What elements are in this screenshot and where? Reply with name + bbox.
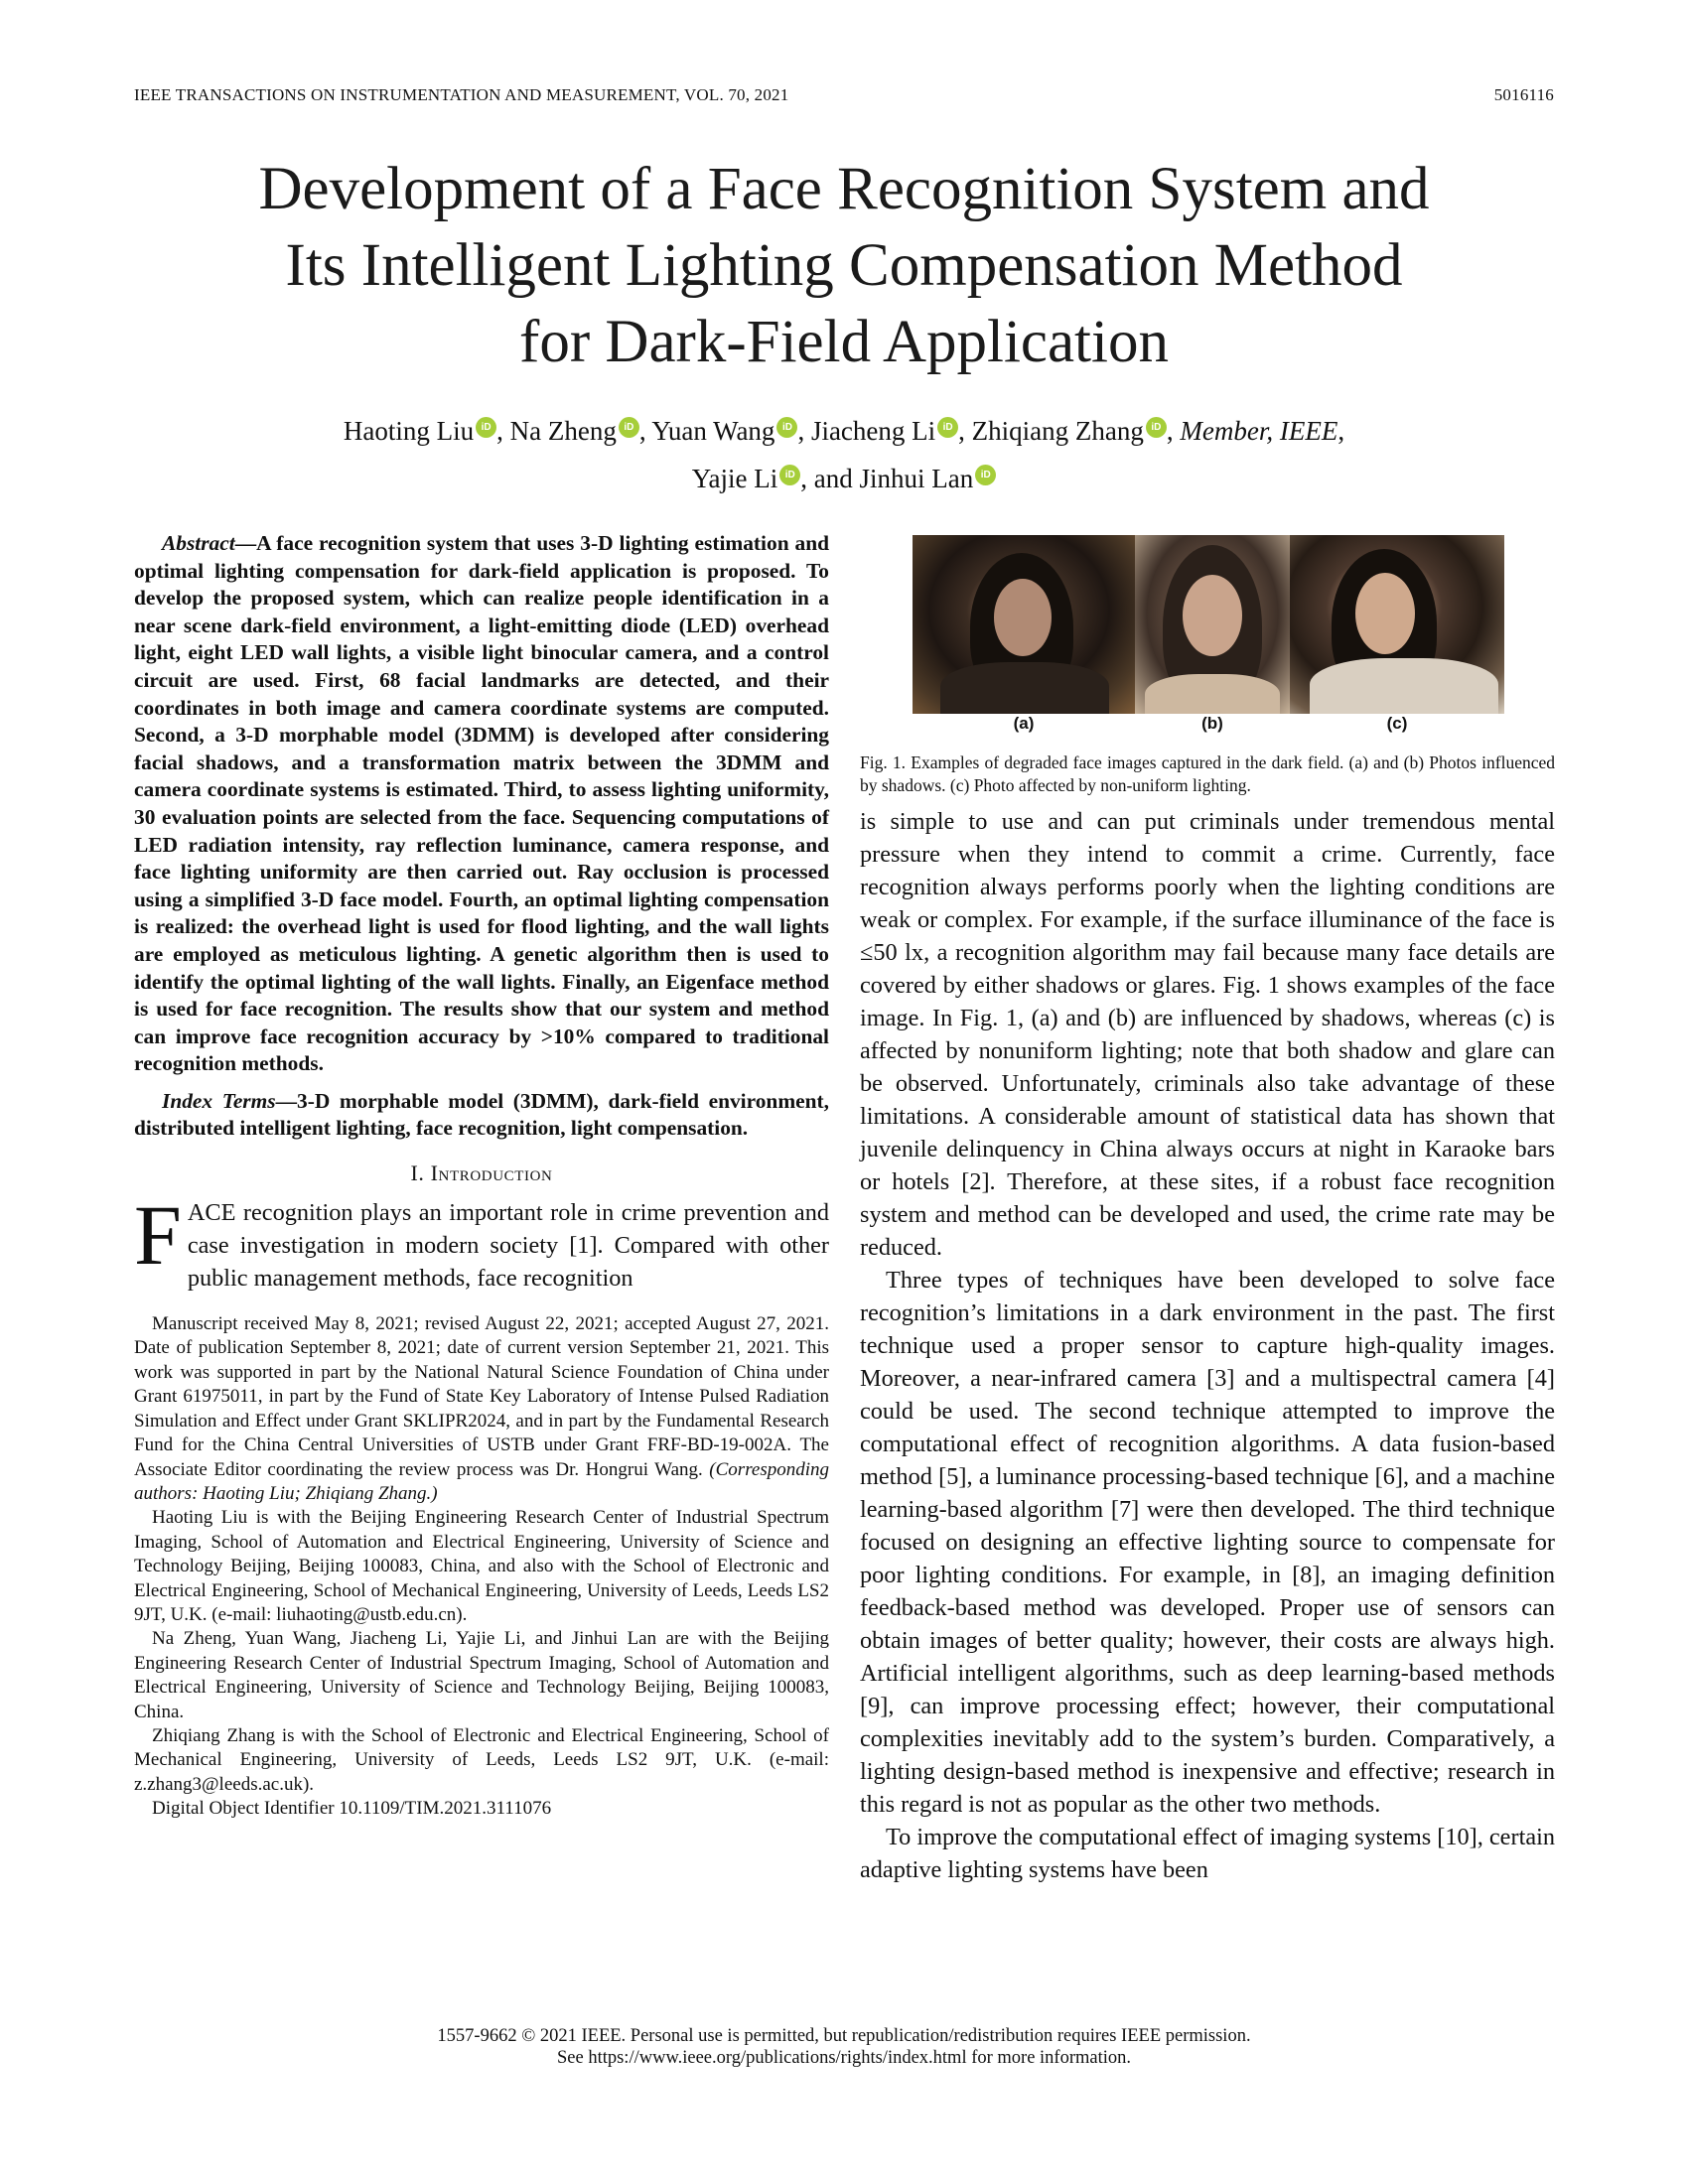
author-separator: , bbox=[797, 416, 811, 446]
author-membership: Member, IEEE bbox=[1180, 416, 1338, 446]
rights-link-line[interactable]: See https://www.ieee.org/publications/rights/index.html for more information. bbox=[556, 2048, 1132, 2068]
author-name: Zhiqiang Zhang bbox=[971, 416, 1144, 446]
footnote-affiliation-liu: Haoting Liu is with the Beijing Engineering Research Center of Industrial Spectrum Imaging, School of Automation and Electrical Engineering, University of Science and Technology Beijing, Beijing 100083, China, and also with the School of Electronic and Electrical Engineering, School of Mechanical Engineering, University of Leeds, Leeds LS2 9JT, U.K. (e-mail: liuhaoting@ustb.edu.cn). bbox=[134, 1507, 829, 1625]
face-photo-a bbox=[913, 535, 1135, 714]
first-page-footnotes bbox=[134, 1312, 829, 1822]
paper-title bbox=[99, 151, 1589, 380]
index-terms-label: Index Terms bbox=[162, 1088, 276, 1113]
author-line-2 bbox=[99, 455, 1589, 502]
copyright-line: 1557-9662 © 2021 IEEE. Personal use is permitted, but republication/redistribution requires IEEE permission. bbox=[437, 2026, 1251, 2046]
body-paragraph-1: is simple to use and can put criminals under tremendous mental pressure when they intend to commit a crime. Currently, face recognition always performs poorly when the lighting conditions are weak or complex. For example, if the surface illuminance of the face is ≤50 lx, a recognition algorithm may fail because many face details are covered by either shadows or glares. Fig. 1 shows examples of the face image. In Fig. 1, (a) and (b) are influenced by shadows, whereas (c) is affected by nonuniform lighting; note that both shadow and glare can be observed. Unfortunately, criminals also take advantage of these limitations. A considerable amount of statistical data has shown that juvenile delinquency in China always occurs at night in Karaoke bars or hotels [2]. Therefore, at these sites, if a robust face recognition system and method can be developed and used, the crime rate may be reduced. bbox=[860, 808, 1555, 1261]
article-number: 5016116 bbox=[1493, 85, 1554, 104]
photo-c-face bbox=[1355, 573, 1415, 654]
face-photo-c bbox=[1290, 535, 1504, 714]
author-name: Na Zheng bbox=[509, 416, 617, 446]
index-terms bbox=[134, 1088, 829, 1143]
right-column bbox=[860, 530, 1555, 1886]
author-separator: , bbox=[496, 416, 510, 446]
index-terms-text: —3-D morphable model (3DMM), dark-field environment, distributed intelligent lighting, face recognition, light compensation. bbox=[134, 1088, 830, 1141]
author-line-1: Haoting Liu iD , Na Zheng iD , Yuan Wang iD , Jiacheng Li iD , Zhiqiang Zhang iD , Member, IEEE, bbox=[343, 416, 1345, 446]
author-name: Yajie Li bbox=[691, 464, 778, 493]
author-name: Yuan Wang bbox=[651, 416, 775, 446]
orcid-icon[interactable]: iD bbox=[776, 417, 797, 438]
section-heading-introduction: I. Introduction bbox=[410, 1160, 553, 1186]
orcid-icon[interactable]: iD bbox=[476, 417, 496, 438]
photo-b-coat bbox=[1145, 674, 1280, 714]
author-name: Jiacheng Li bbox=[810, 416, 936, 446]
abstract-text: —A face recognition system that uses 3-D lighting estimation and optimal lighting compensation for dark-field application is proposed. To develop the proposed system, which can realize people identification in a near scene dark-field environment, a light-emitting diode (LED) overhead light, eight LED wall lights, a visible light binocular camera, and a control circuit are used. First, 68 facial landmarks are detected, and their coordinates in both image and camera coordinate systems are computed. Second, a 3-D morphable model (3DMM) is developed after considering facial shadows, and a transformation matrix between the 3DMM and camera coordinate systems is estimated. Third, to assess lighting uniformity, 30 evaluation points are selected from the face. Sequencing computations of LED radiation intensity, ray reflection luminance, camera response, and face lighting uniformity are then carried out. Ray occlusion is processed using a simplified 3-D face model. Fourth, an optimal lighting compensation is realized: the overhead light is used for flood lighting, and the wall lights are employed as meticulous lighting. A genetic algorithm then is used to identify the optimal lighting of the wall lights. Finally, an Eigenface method is used for face recognition. The results show that our system and method can improve face recognition accuracy by >10% compared to traditional recognition methods. bbox=[134, 531, 829, 1076]
author-name: Jinhui Lan bbox=[859, 464, 974, 493]
photo-c-coat bbox=[1310, 658, 1498, 714]
orcid-icon[interactable]: iD bbox=[937, 417, 958, 438]
left-column bbox=[134, 530, 829, 1822]
abstract bbox=[134, 530, 829, 1078]
footnote-affiliation-zhang: Zhiqiang Zhang is with the School of Electronic and Electrical Engineering, School of Mechanical Engineering, University of Leeds, Leeds LS2 9JT, U.K. (e-mail: z.zhang3@leeds.ac.uk). bbox=[134, 1724, 829, 1795]
author-list bbox=[99, 407, 1589, 502]
footnote-manuscript-text: Manuscript received May 8, 2021; revised August 22, 2021; accepted August 27, 2021. Date of publication September 8, 2021; date of current version September 21, 2021. This work was supported in part by the National Natural Science Foundation of China under Grant 61975011, in part by the Fund of State Key Laboratory of Intense Pulsed Radiation Simulation and Effect under Grant SKLIPR2024, and in part by the Fundamental Research Fund for the China Central Universities of USTB under Grant FRF-BD-19-002A. The Associate Editor coordinating the review process was Dr. Hongrui Wang. bbox=[134, 1313, 829, 1480]
running-header bbox=[134, 85, 1554, 105]
figure-1-caption: Fig. 1. Examples of degraded face images captured in the dark field. (a) and (b) Photos influenced by shadows. (c) Photo affected by non-uniform lighting. bbox=[860, 752, 1555, 795]
orcid-icon[interactable]: iD bbox=[1146, 417, 1167, 438]
introduction-paragraph bbox=[134, 1187, 829, 1295]
figure-1-images bbox=[913, 535, 1504, 714]
copyright-footer bbox=[0, 2025, 1688, 2069]
author-separator: , bbox=[638, 416, 652, 446]
body-paragraph-2: Three types of techniques have been developed to solve face recognition’s limitations in a dark environment in the past. The first technique used a proper sensor to capture high-quality images. Moreover, a near-infrared camera [3] and a multispectral camera [4] could be used. The second technique attempted to improve the computational effect of recognition algorithms. A data fusion-based method [5], a luminance processing-based technique [6], and a machine learning-based algorithm [7] were then developed. The third technique focused on designing an effective lighting source to compensate for poor lighting conditions. For example, in [8], an imaging definition feedback-based method was developed. Proper use of sensors can obtain images of better quality; however, their costs are always high. Artificial intelligent algorithms, such as deep learning-based methods [9], can improve processing effect; however, their computational complexities inevitably add to the system’s burden. Comparatively, a lighting design-based method is inexpensive and effective; research in this regard is not as popular as the other two methods. bbox=[860, 1267, 1555, 1818]
author-name: Haoting Liu bbox=[343, 416, 475, 446]
face-photo-b bbox=[1135, 535, 1290, 714]
orcid-icon[interactable]: iD bbox=[975, 465, 996, 485]
title-line-3: for Dark-Field Application bbox=[519, 309, 1169, 375]
body-paragraph-3: To improve the computational effect of imaging systems [10], certain adaptive lighting systems have been bbox=[860, 1824, 1555, 1883]
title-line-2: Its Intelligent Lighting Compensation Method bbox=[285, 232, 1403, 299]
photo-a-face bbox=[994, 579, 1052, 656]
introduction-text: ACE recognition plays an important role in crime prevention and case investigation in modern society [1]. Compared with other public management methods, face recognition bbox=[187, 1199, 829, 1293]
title-line-1: Development of a Face Recognition System and bbox=[258, 156, 1430, 222]
journal-name: IEEE TRANSACTIONS ON INSTRUMENTATION AND MEASUREMENT, VOL. 70, 2021 bbox=[134, 85, 789, 104]
footnote-doi[interactable]: Digital Object Identifier 10.1109/TIM.2021.3111076 bbox=[152, 1798, 552, 1820]
photo-b-face bbox=[1183, 575, 1242, 656]
photo-a-coat bbox=[940, 662, 1109, 714]
abstract-label: Abstract bbox=[162, 531, 235, 555]
right-column-body bbox=[860, 805, 1555, 1886]
subfigure-label-a: (a) bbox=[1013, 714, 1035, 733]
orcid-icon[interactable]: iD bbox=[619, 417, 639, 438]
orcid-icon[interactable]: iD bbox=[779, 465, 800, 485]
figure-1-subfigure-labels bbox=[913, 714, 1504, 734]
author-separator: , bbox=[958, 416, 972, 446]
drop-cap: F bbox=[134, 1187, 182, 1284]
footnote-manuscript bbox=[134, 1312, 829, 1506]
subfigure-label-b: (b) bbox=[1201, 714, 1223, 733]
footnote-affiliation-others: Na Zheng, Yuan Wang, Jiacheng Li, Yajie Li, and Jinhui Lan are with the Beijing Engineering Research Center of Industrial Spectrum Imaging, School of Automation and Electrical Engineering, University of Science and Technology Beijing, Beijing 100083, China. bbox=[134, 1628, 829, 1722]
author-separator: , bbox=[1166, 416, 1181, 446]
footnote-corresponding: (Corresponding authors: Haoting Liu; Zhiqiang Zhang.) bbox=[134, 1458, 829, 1504]
subfigure-label-c: (c) bbox=[1386, 714, 1408, 733]
author-separator: , and bbox=[800, 464, 860, 493]
